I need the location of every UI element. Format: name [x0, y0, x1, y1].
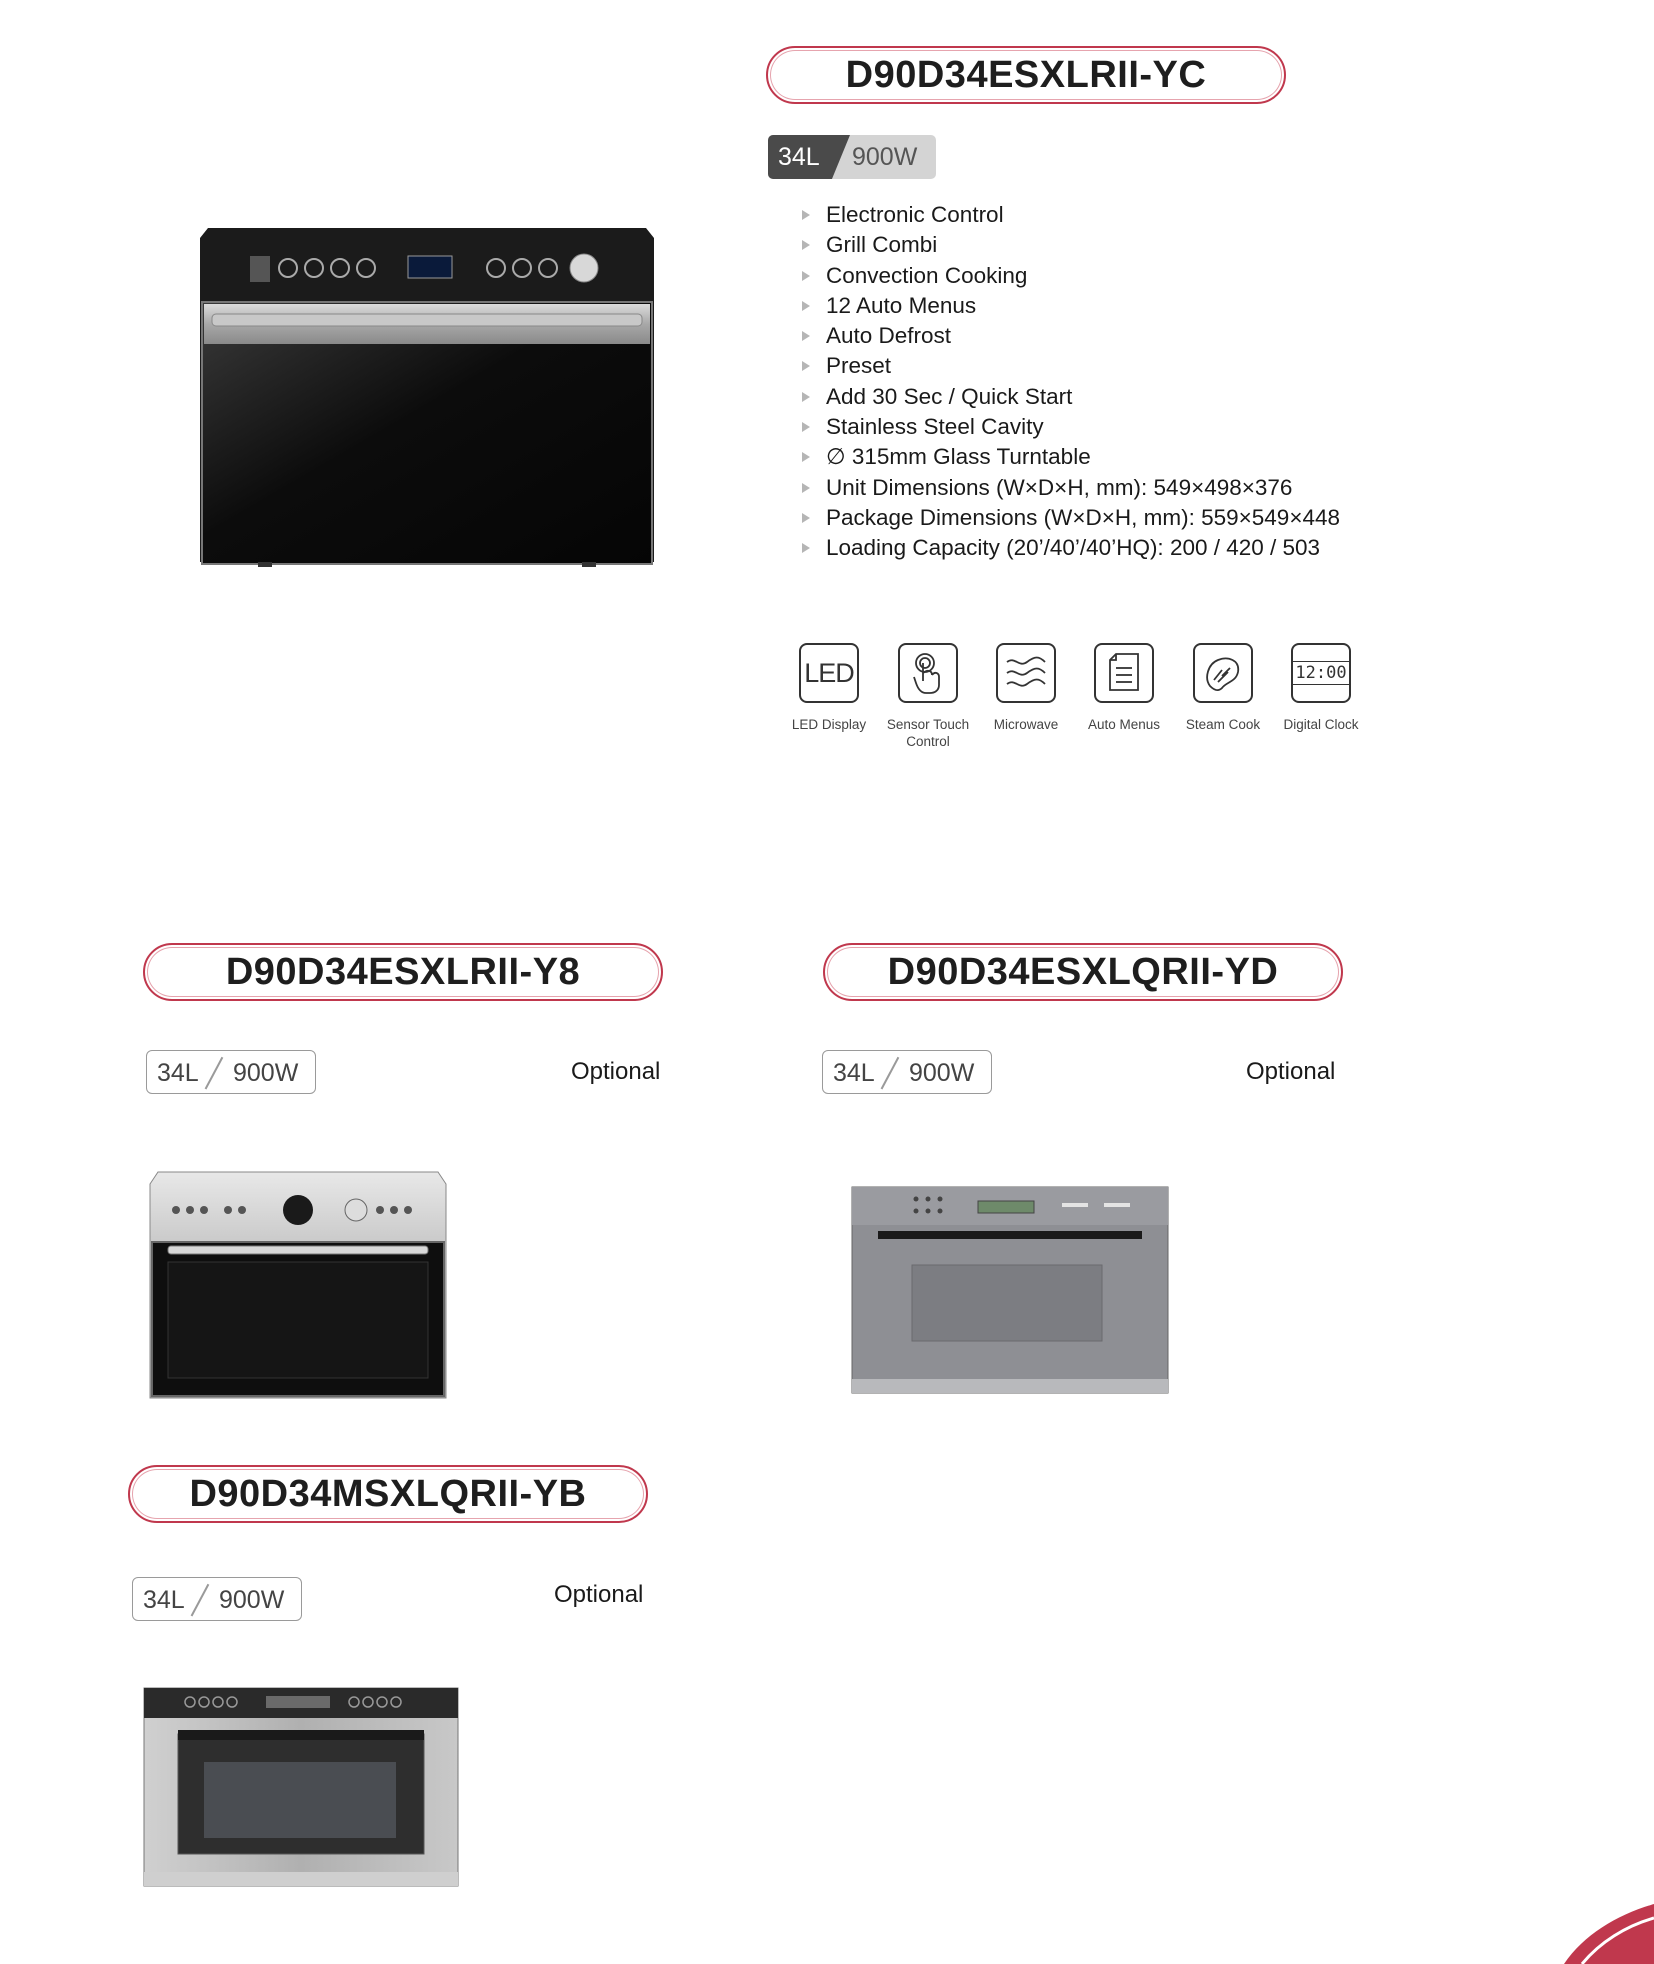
optional-label: Optional	[571, 1058, 661, 1085]
list-item: Unit Dimensions (W×D×H, mm): 549×498×376	[800, 473, 1340, 503]
feature-list	[800, 200, 1340, 564]
optional-label: Optional	[1246, 1058, 1336, 1085]
model-title: D90D34ESXLRII-Y8	[143, 943, 663, 1001]
oven-image	[148, 1170, 448, 1400]
model-title: D90D34MSXLQRII-YB	[128, 1465, 648, 1523]
microwave-icon	[996, 643, 1056, 703]
capacity-text: 34L	[833, 1059, 875, 1087]
list-item: Loading Capacity (20’/40’/40’HQ): 200 / 420 / 503	[800, 533, 1340, 563]
spec-badge	[768, 135, 936, 179]
capacity-text: 34L	[143, 1586, 185, 1614]
bullet-arrow-icon	[802, 301, 810, 311]
capacity-text: 34L	[157, 1059, 199, 1087]
steam-cook-icon	[1193, 643, 1253, 703]
oven-image	[850, 1185, 1170, 1395]
corner-swoosh	[1564, 1904, 1654, 1964]
icon-label: Microwave	[993, 717, 1059, 732]
bullet-arrow-icon	[802, 240, 810, 250]
power-text: 900W	[909, 1059, 975, 1087]
bullet-arrow-icon	[802, 392, 810, 402]
bullet-arrow-icon	[802, 271, 810, 281]
list-item: Electronic Control	[800, 200, 1340, 230]
model-title: D90D34ESXLRII-YC	[766, 46, 1286, 104]
list-item: Auto Defrost	[800, 321, 1340, 351]
list-item: 12 Auto Menus	[800, 291, 1340, 321]
spec-badge	[132, 1577, 302, 1621]
sensor-touch-icon	[898, 643, 958, 703]
bullet-arrow-icon	[802, 422, 810, 432]
optional-label: Optional	[554, 1581, 644, 1608]
bullet-arrow-icon	[802, 543, 810, 553]
bullet-arrow-icon	[802, 483, 810, 493]
icon-label: LED Display	[791, 717, 867, 732]
icon-label: Sensor Touch Control	[886, 717, 970, 749]
list-item: Grill Combi	[800, 230, 1340, 260]
separator	[881, 1057, 899, 1089]
bullet-arrow-icon	[802, 452, 810, 462]
oven-image	[142, 1686, 460, 1888]
bullet-arrow-icon	[802, 361, 810, 371]
icon-label: Steam Cook	[1185, 717, 1261, 732]
power-text: 900W	[852, 143, 918, 171]
digital-clock-icon: 12:00	[1291, 643, 1351, 703]
list-item: ∅ 315mm Glass Turntable	[800, 442, 1340, 472]
spec-badge	[146, 1050, 316, 1094]
separator	[191, 1584, 209, 1616]
list-item: Stainless Steel Cavity	[800, 412, 1340, 442]
power-text: 900W	[219, 1586, 285, 1614]
list-item: Package Dimensions (W×D×H, mm): 559×549×448	[800, 503, 1340, 533]
power-text: 900W	[233, 1059, 299, 1087]
icon-label: Digital Clock	[1283, 717, 1359, 732]
list-item: Add 30 Sec / Quick Start	[800, 382, 1340, 412]
bullet-arrow-icon	[802, 210, 810, 220]
bullet-arrow-icon	[802, 331, 810, 341]
auto-menus-icon	[1094, 643, 1154, 703]
oven-image	[198, 222, 656, 568]
bullet-arrow-icon	[802, 513, 810, 523]
list-item: Preset	[800, 351, 1340, 381]
separator	[205, 1057, 223, 1089]
model-title: D90D34ESXLQRII-YD	[823, 943, 1343, 1001]
capacity-text: 34L	[778, 143, 820, 171]
list-item: Convection Cooking	[800, 261, 1340, 291]
icon-label: Auto Menus	[1087, 717, 1161, 732]
led-display-icon: LED	[799, 643, 859, 703]
spec-badge	[822, 1050, 992, 1094]
